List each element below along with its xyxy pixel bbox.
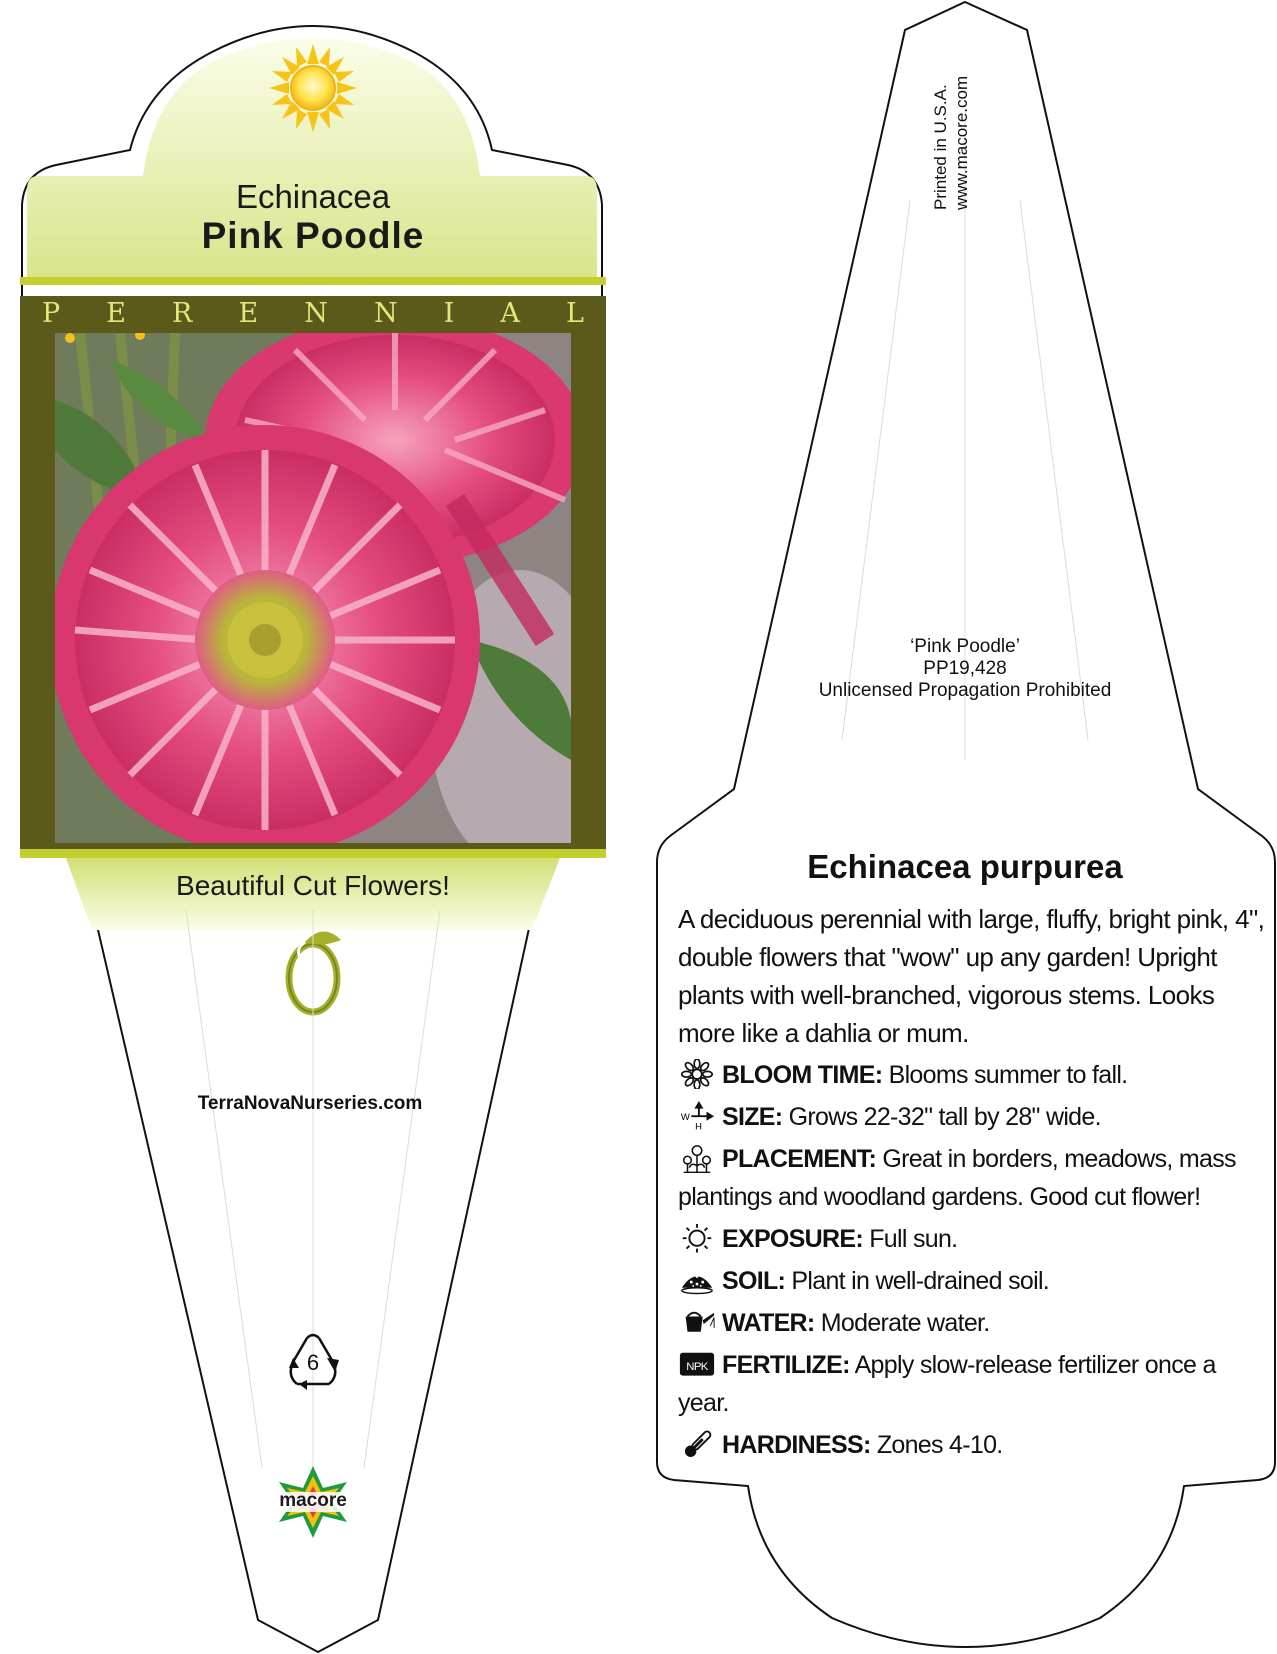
front-genus-title: Echinacea xyxy=(235,178,391,215)
care-text: Zones 4-10. xyxy=(870,1431,1003,1459)
macore-logo-text: macore xyxy=(279,1490,347,1511)
care-item xyxy=(678,1346,1268,1422)
patent-name: ‘Pink Poodle’ xyxy=(910,636,1020,657)
care-text: Apply slow-release fertilizer once a year. xyxy=(678,1351,1216,1417)
soil-icon xyxy=(678,1265,716,1295)
care-instructions xyxy=(678,1056,1268,1468)
category-letter: E xyxy=(238,298,259,329)
care-label: SOIL: xyxy=(722,1267,786,1295)
care-label: FERTILIZE: xyxy=(722,1351,850,1379)
printer-website: www.macore.com xyxy=(952,75,971,210)
website-link[interactable]: TerraNovaNurseries.com xyxy=(197,1093,423,1114)
watering-can-icon xyxy=(678,1307,716,1337)
description: A deciduous perennial with large, fluffy, bright pink, 4", double flowers that "wow" up any garden! Upright plants with well-branched, vigorous stems. Looks more like a dahlia or mum. xyxy=(678,904,1265,1048)
printed-line: Printed in U.S.A. xyxy=(931,84,950,210)
care-label: WATER: xyxy=(722,1309,815,1337)
recycle-code: 6 xyxy=(306,1350,320,1375)
category-letter: E xyxy=(106,298,126,329)
npk-icon-label: NPK xyxy=(686,1360,708,1373)
placement-icon xyxy=(678,1143,716,1173)
care-item xyxy=(678,1140,1268,1216)
care-label: SIZE: xyxy=(722,1103,783,1131)
printed-notice xyxy=(930,76,972,210)
care-text: Plant in well-drained soil. xyxy=(785,1267,1050,1295)
category-letter: L xyxy=(566,298,584,329)
size-icon-w: W xyxy=(680,1111,690,1123)
care-item xyxy=(678,1098,1268,1136)
species-title: Echinacea purpurea xyxy=(807,848,1123,885)
thermometer-icon xyxy=(678,1429,716,1459)
size-icon-h: H xyxy=(695,1121,702,1131)
care-text: Moderate water. xyxy=(814,1309,990,1337)
tagline: Beautiful Cut Flowers! xyxy=(176,870,450,901)
size-icon xyxy=(678,1101,716,1131)
care-item xyxy=(678,1262,1268,1300)
front-cultivar-title: Pink Poodle xyxy=(201,215,425,256)
care-label: PLACEMENT: xyxy=(722,1145,877,1173)
care-item xyxy=(678,1056,1268,1094)
patent-notice: Unlicensed Propagation Prohibited xyxy=(818,680,1112,701)
care-item xyxy=(678,1220,1268,1258)
care-text: Full sun. xyxy=(862,1225,958,1253)
care-item xyxy=(678,1426,1268,1464)
care-text: Blooms summer to fall. xyxy=(882,1061,1128,1089)
care-item xyxy=(678,1304,1268,1342)
patent-block xyxy=(760,636,1170,702)
care-text: Great in borders, meadows, mass plantings and woodland gardens. Good cut flower! xyxy=(678,1145,1236,1211)
npk-icon xyxy=(678,1349,716,1379)
category-letter: I xyxy=(443,298,455,329)
care-text: Grows 22-32" tall by 28" wide. xyxy=(782,1103,1101,1131)
patent-number: PP19,428 xyxy=(923,658,1007,679)
category-letter: N xyxy=(373,298,398,329)
sun-icon xyxy=(678,1223,716,1253)
flower-icon xyxy=(678,1059,716,1089)
category-letter: A xyxy=(500,298,520,329)
category-letter: P xyxy=(42,298,61,329)
care-label: BLOOM TIME: xyxy=(722,1061,883,1089)
category-letter: N xyxy=(304,298,328,329)
category-letter: R xyxy=(172,298,193,329)
care-label: HARDINESS: xyxy=(722,1431,871,1459)
category-label xyxy=(42,298,584,329)
care-label: EXPOSURE: xyxy=(722,1225,863,1253)
